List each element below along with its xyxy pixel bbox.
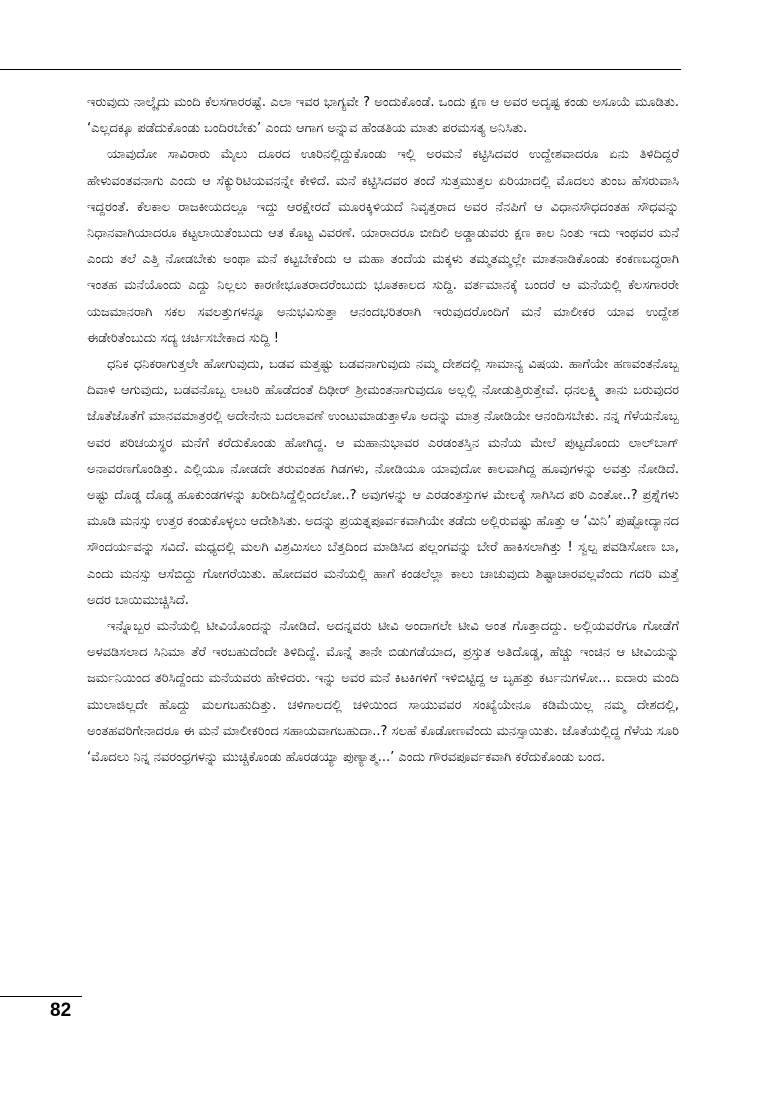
page-number: 82 <box>50 1000 72 1021</box>
paragraph-2: ಯಾವುದೋ ಸಾವಿರಾರು ಮೈಲು ದೂರದ ಊರಿನಲ್ಲಿದ್ದುಕೊಂಡು ಇಲ್ಲಿ ಅರಮನೆ ಕಟ್ಟಿಸಿದವರ ಉದ್ದೇಶವಾದರೂ ಏನು ತಿಳಿದಿದ್ದರೆ ಹೇಳುವಂತವನಾಗು ಎಂದು ಆ ಸೆಕ್ಯುರಿಟಿಯವನನ್ನೇ ಕೇಳಿದೆ. ಮನೆ ಕಟ್ಟಿಸಿದವರ ತಂದೆ ಸುತ್ತಮುತ್ತಲ ಏರಿಯಾದಲ್ಲಿ ಮೊದಲು ತುಂಬ ಹೆಸರುವಾಸಿ ಇದ್ದರಂತೆ. ಕೆಲಕಾಲ ರಾಜಕೀಯದಲ್ಲೂ ಇದ್ದು ಆರಕ್ಷೇರದೆ ಮೂರಕ್ಕಿಳಿಯದೆ ನಿವೃತ್ತರಾದ ಅವರ ನೆನಪಿಗೆ ಆ ವಿಧಾನಸೌಧದಂತಹ ಸೌಧವನ್ನು ನಿಧಾನವಾಗಿಯಾದರೂ ಕಟ್ಟಲಾಯಿತೆಂಬುದು ಆತ ಕೊಟ್ಟ ವಿವರಣೆ. ಯಾರಾದರೂ ಬೀದಿಲಿ ಅಡ್ಡಾಡುವರು ಕ್ಷಣ ಕಾಲ ನಿಂತು ಇದು ಇಂಥವರ ಮನೆ ಎಂದು ತಲೆ ಎತ್ತಿ ನೋಡಬೇಕು ಅಂಥಾ ಮನೆ ಕಟ್ಟಬೇಕೆಂದು ಆ ಮಹಾ ತಂದೆಯ ಮಕ್ಕಳು ತಮ್ಮತಮ್ಮಲ್ಲೇ ಮಾತನಾಡಿಕೊಂಡು ಕಂಕಣಬದ್ಧರಾಗಿ ಇಂತಹ ಮನೆಯೊಂದು ಎದ್ದು ನಿಲ್ಲಲು ಕಾರಣೀಭೂತರಾದರೆಂಬುದು ಭೂತಕಾಲದ ಸುದ್ದಿ. ವರ್ತಮಾನಕ್ಕೆ ಬಂದರೆ ಆ ಮನೆಯಲ್ಲಿ ಕೆಲಸಗಾರರೇ ಯಜಮಾನರಾಗಿ ಸಕಲ ಸವಲತ್ತುಗಳನ್ನೂ ಅನುಭವಿಸುತ್ತಾ ಆನಂದಭರಿತರಾಗಿ ಇರುವುದರೊಂದಿಗೆ ಮನೆ ಮಾಲೀಕರ ಯಾವ ಉದ್ದೇಶ ಈಡೇರಿತೆಂಬುದು ಸದ್ಯ ಚರ್ಚಿಸಬೇಕಾದ ಸುದ್ದಿ ! <box>87 147 679 346</box>
paragraph-4: ಇನ್ನೊಬ್ಬರ ಮನೆಯಲ್ಲಿ ಟೀವಿಯೊಂದನ್ನು ನೋಡಿದೆ. ಅದನ್ನವರು ಟೀವಿ ಅಂದಾಗಲೇ ಟೀವಿ ಅಂತ ಗೊತ್ತಾದದ್ದು. ಅಲ್ಲಿಯವರೆಗೂ ಗೋಡೆಗೆ ಅಳವಡಿಸಲಾದ ಸಿನಿಮಾ ತೆರೆ ಇರಬಹುದೆಂದೇ ತಿಳಿದಿದ್ದೆ. ಮೊನ್ನೆ ತಾನೇ ಬಿಡುಗಡೆಯಾದ, ಪ್ರಸ್ತುತ ಅತಿದೊಡ್ಡ, ಹೆಚ್ಚು ಇಂಚಿನ ಆ ಟೀವಿಯನ್ನು ಜರ್ಮನಿಯಿಂದ ತರಿಸಿದ್ದೆಂದು ಮನೆಯವರು ಹೇಳಿದರು. ಇನ್ನು ಅವರ ಮನೆ ಕಿಟಕಿಗಳಿಗೆ ಇಳಿಬಿಟ್ಟಿದ್ದ ಆ ಬೃಹತ್ತು ಕರ್ಟನುಗಳೋ... ಐದಾರು ಮಂದಿ ಮುಲಾಜಿಲ್ಲದೇ ಹೊದ್ದು ಮಲಗಬಹುದಿತ್ತು. ಚಳಿಗಾಲದಲ್ಲಿ ಚಳಿಯಿಂದ ಸಾಯುವವರ ಸಂಖ್ಯೆಯೇನೂ ಕಡಿಮೆಯಿಲ್ಲ ನಮ್ಮ ದೇಶದಲ್ಲಿ, ಅಂತಹವರಿಗೇನಾದರೂ ಈ ಮನೆ ಮಾಲೀಕರಿಂದ ಸಹಾಯವಾಗಬಹುದಾ..? ಸಲಹೆ ಕೊಡೋಣವೆಂದು ಮನಸ್ಸಾಯಿತು. ಜೊತೆಯಲ್ಲಿದ್ದ ಗೆಳೆಯ ಸೂರಿ ‘ಮೊದಲು ನಿನ್ನ ನವರಂಧ್ರಗಳನ್ನು ಮುಚ್ಚಿಕೊಂಡು ಹೊರಡಯ್ಯಾ ಪುಣ್ಯಾತ್ಮ...’ ಎಂದು ಗೌರವಪೂರ್ವಕವಾಗಿ ಕರೆದುಕೊಂಡು ಬಂದ. <box>87 619 679 766</box>
paragraph-1: ಇರುವುದು ನಾಲ್ಕೈದು ಮಂದಿ ಕೆಲಸಗಾರರಷ್ಟೆ. ಎಲಾ ಇವರ ಭಾಗ್ಯವೇ ? ಅಂದುಕೊಂಡೆ. ಒಂದು ಕ್ಷಣ ಆ ಅವರ ಅದೃಷ್ಟ ಕಂಡು ಅಸೂಯೆ ಮೂಡಿತು. ‘ಎಲ್ಲದಕ್ಕೂ ಪಡೆದುಕೊಂಡು ಬಂದಿರಬೇಕು’ ಎಂದು ಆಗಾಗ ಅನ್ನುವ ಹೆಂಡತಿಯ ಮಾತು ಪರಮಸತ್ಯ ಅನಿಸಿತು. <box>87 95 679 137</box>
page-body <box>87 90 679 771</box>
header-rule <box>0 69 681 70</box>
footer-rule <box>0 996 82 997</box>
paragraph-3: ಧನಿಕ ಧನಿಕರಾಗುತ್ತಲೇ ಹೋಗುವುದು, ಬಡವ ಮತ್ತಷ್ಟು ಬಡವನಾಗುವುದು ನಮ್ಮ ದೇಶದಲ್ಲಿ ಸಾಮಾನ್ಯ ವಿಷಯ. ಹಾಗೆಯೇ ಹಣವಂತನೊಬ್ಬ ದಿವಾಳಿ ಆಗುವುದು, ಬಡವನೊಬ್ಬ ಲಾಟರಿ ಹೊಡೆದಂತೆ ದಿಢೀರ್ ಶ್ರೀಮಂತನಾಗುವುದೂ ಅಲ್ಲಲ್ಲಿ ನೋಡುತ್ತಿರುತ್ತೇವೆ. ಧನಲಕ್ಷ್ಮಿ ತಾನು ಬರುವುದರ ಜೊತೆಜೊತೆಗೆ ಮಾನವಮಾತ್ರರಲ್ಲಿ ಅದೇನೇನು ಬದಲಾವಣೆ ಉಂಟುಮಾಡುತ್ತಾಳೊ ಅದನ್ನು ಮಾತ್ರ ನೋಡಿಯೇ ಆನಂದಿಸಬೇಕು. ನನ್ನ ಗೆಳೆಯನೊಬ್ಬ ಅವರ ಪರಿಚಯಸ್ಥರ ಮನೆಗೆ ಕರೆದುಕೊಂಡು ಹೋಗಿದ್ದ. ಆ ಮಹಾನುಭಾವರ ಎರಡಂತಸ್ತಿನ ಮನೆಯ ಮೇಲೆ ಪುಟ್ಟದೊಂದು ಲಾಲ್‌ಬಾಗ್ ಅನಾವರಣಗೊಂಡಿತ್ತು. ಎಲ್ಲಿಯೂ ನೋಡದೇ ತರುವಂತಹ ಗಿಡಗಳು, ನೋಡಿಯೂ ಯಾವುದೋ ಕಾಲವಾಗಿದ್ದ ಹೂವುಗಳನ್ನು ಅವತ್ತು ನೋಡಿದೆ. ಅಷ್ಟು ದೊಡ್ಡ ದೊಡ್ಡ ಹೂಕುಂಡಗಳನ್ನು ಖರೀದಿಸಿದ್ದೆಲ್ಲಿಂದಲೋ..? ಅವುಗಳನ್ನು ಆ ಎರಡಂತಸ್ತುಗಳ ಮೇಲಕ್ಕೆ ಸಾಗಿಸಿದ ಪರಿ ಎಂತೋ..? ಪ್ರಶ್ನೆಗಳು ಮೂಡಿ ಮನಸ್ಸು ಉತ್ತರ ಕಂಡುಕೊಳ್ಳಲು ಆದೇಶಿಸಿತು. ಅದನ್ನು ಪ್ರಯತ್ನಪೂರ್ವಕವಾಗಿಯೇ ತಡೆದು ಅಲ್ಲಿರುವಷ್ಟು ಹೊತ್ತು ಆ ‘ಮಿನಿ’ ಪುಷ್ಪೋದ್ಯಾನದ ಸೌಂದರ್ಯವನ್ನು ಸವಿದೆ. ಮಧ್ಯದಲ್ಲಿ ಮಲಗಿ ವಿಶ್ರಮಿಸಲು ಬೆತ್ತದಿಂದ ಮಾಡಿಸಿದ ಪಲ್ಲಂಗವನ್ನು ಬೇರೆ ಹಾಕಿಸಲಾಗಿತ್ತು ! ಸ್ವಲ್ಪ ಪವಡಿಸೋಣ ಬಾ, ಎಂದು ಮನಸ್ಸು ಆಸೆಬಿದ್ದು ಗೋಗರೆಯಿತು. ಹೋದವರ ಮನೆಯಲ್ಲಿ ಹಾಗೆ ಕಂಡಲೆಲ್ಲಾ ಕಾಲು ಚಾಚುವುದು ಶಿಷ್ಟಾಚಾರವಲ್ಲವೆಂದು ಗದರಿ ಮತ್ತೆ ಅದರ ಬಾಯಿಮುಚ್ಚಿಸಿದೆ. <box>87 357 679 608</box>
